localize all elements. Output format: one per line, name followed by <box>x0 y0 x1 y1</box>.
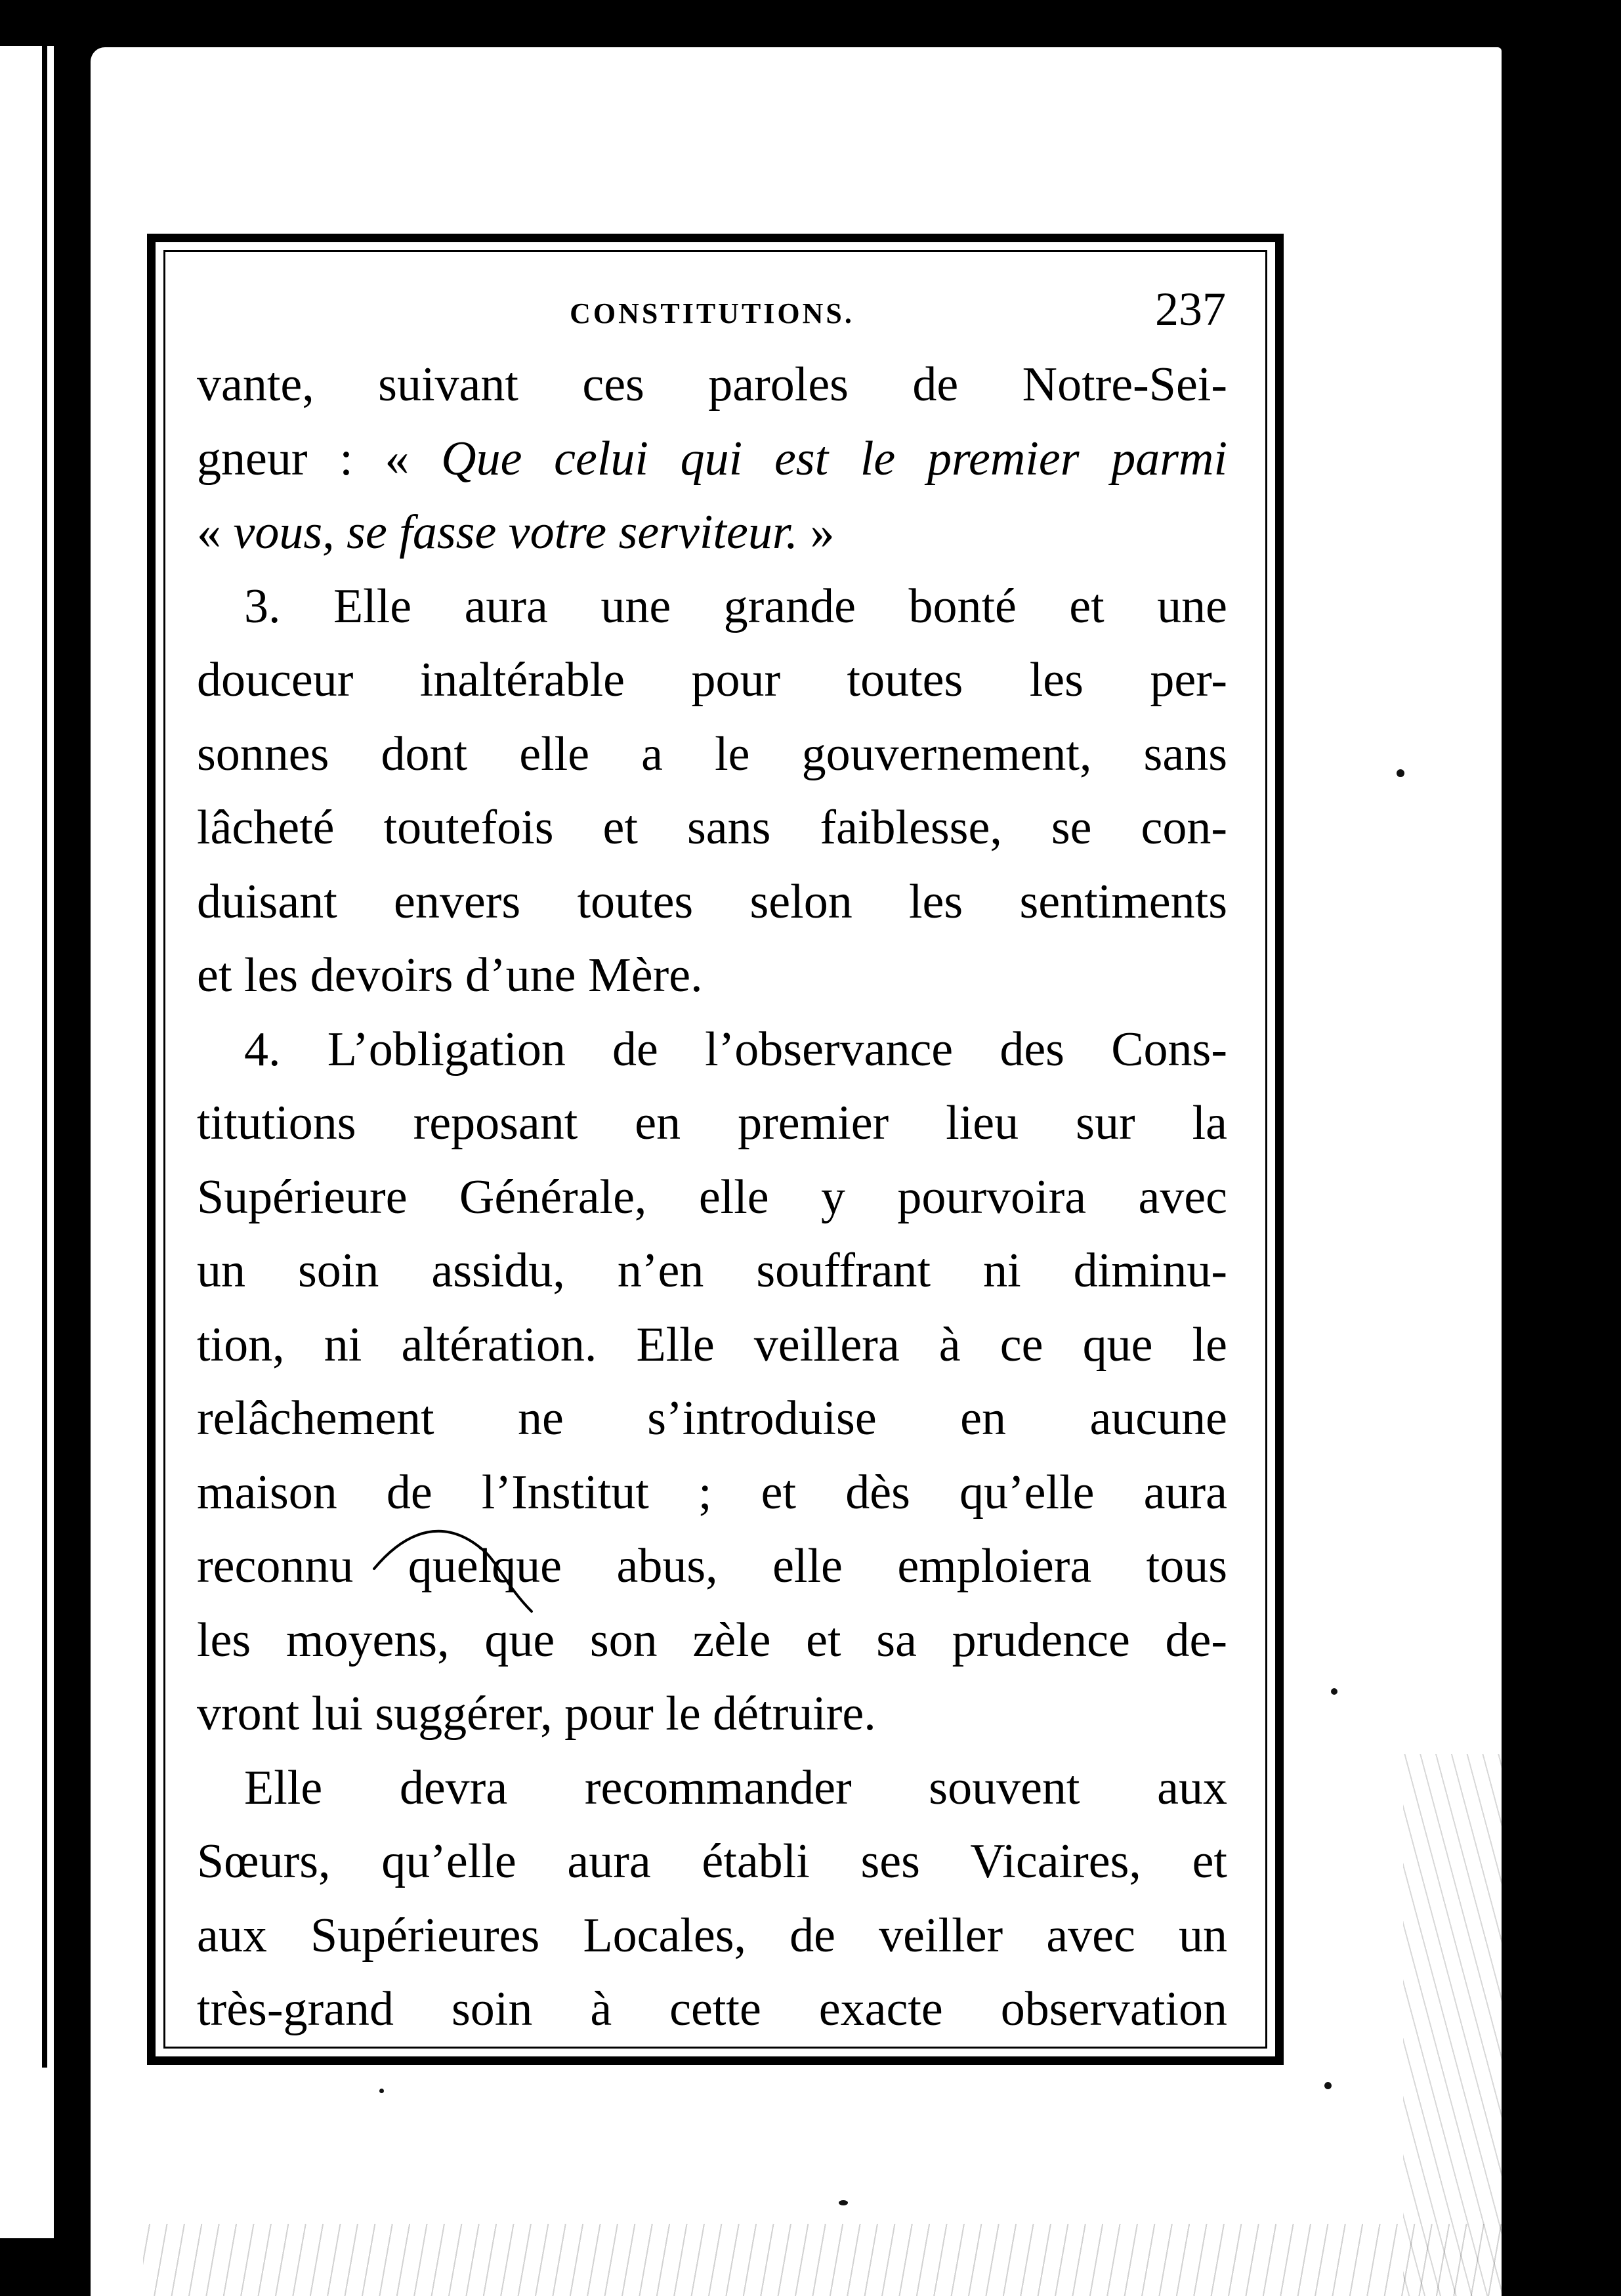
text-line: reconnu quelque abus, elle emploiera tous <box>197 1539 1227 1593</box>
scan-speck <box>1397 769 1404 777</box>
running-title: CONSTITUTIONS. <box>570 297 854 330</box>
text-line: 4. L’obligation de l’observance des Cons- <box>244 1022 1227 1076</box>
text-line: un soin assidu, n’en souffrant ni diminu- <box>197 1244 1227 1298</box>
text-line: les moyens, que son zèle et sa prudence de- <box>197 1613 1227 1667</box>
text-line: lâcheté toutefois et sans faiblesse, se con- <box>197 801 1227 855</box>
text-line: vante, suivant ces paroles de Notre-Sei- <box>197 358 1227 412</box>
text-line: relâchement ne s’introduise en aucune <box>197 1392 1227 1445</box>
running-head <box>197 282 1227 343</box>
text-line: maison de l’Institut ; et dès qu’elle aura <box>197 1465 1227 1520</box>
text-line: Elle devra recommander souvent aux <box>244 1760 1227 1815</box>
scan-speck <box>1324 2082 1332 2089</box>
text-line: très-grand soin à cette exacte observation <box>197 1982 1227 2036</box>
scan-speck <box>379 2089 384 2093</box>
text-line: tion, ni altération. Elle veillera à ce que le <box>197 1317 1227 1372</box>
page-number: 237 <box>1155 283 1226 335</box>
text-line: titutions reposant en premier lieu sur la <box>197 1096 1227 1150</box>
text-line <box>197 496 1227 570</box>
scan-speck <box>1331 1688 1337 1695</box>
line-suffix: » <box>797 505 835 559</box>
facing-page-frame-rule <box>42 46 47 2068</box>
text-line <box>197 422 1227 496</box>
text-line: Supérieure Générale, elle y pourvoira avec <box>197 1170 1227 1224</box>
text-line: et les devoirs d’une Mère. <box>197 948 703 1002</box>
text-line: duisant envers toutes selon les sentiments <box>197 874 1227 929</box>
quotation-text: vous, se fasse votre serviteur. <box>233 505 798 559</box>
facing-page-edge <box>0 46 54 2238</box>
scan-noise-right <box>1403 1754 1502 2296</box>
text-line: sonnes dont elle a le gouvernement, sans <box>197 727 1227 781</box>
text-line: douceur inaltérable pour toutes les per- <box>197 653 1227 707</box>
text-line: Sœurs, qu’elle aura établi ses Vicaires, et <box>197 1835 1227 1888</box>
line-prefix: « <box>197 505 234 559</box>
handwritten-pen-mark <box>368 1490 578 1621</box>
line-prefix: gneur : « <box>197 431 442 486</box>
scan-speck <box>839 2200 848 2205</box>
page-content <box>197 282 1227 2047</box>
text-line: aux Supérieures Locales, de veiller avec un <box>197 1908 1227 1963</box>
scan-noise-bottom <box>143 2224 1502 2296</box>
quotation-text: Que celui qui est le premier parmi <box>441 431 1227 486</box>
text-line: vront lui suggérer, pour le détruire. <box>197 1687 876 1741</box>
text-line: 3. Elle aura une grande bonté et une <box>244 579 1227 633</box>
